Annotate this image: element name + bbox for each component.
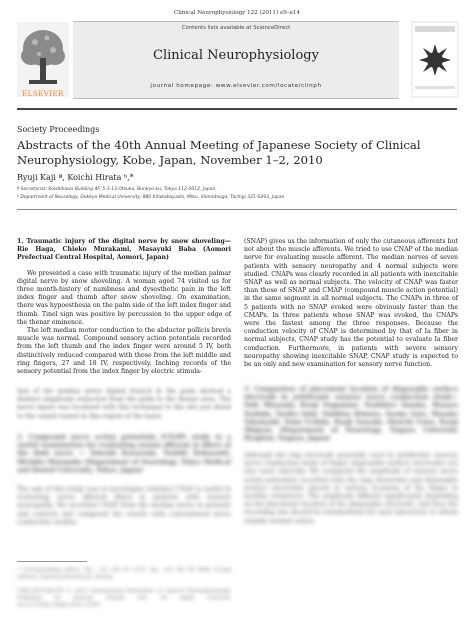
article-authors: Ryuji Kaji ª, Koichi Hirata ᵇ,* [17, 173, 134, 182]
abstract-2-continuation: (SNAP) gives us the information of only the cutaneous afferents but not about the muscle afferents. We tried to use CNAP of the median nerve for evaluating muscle afferent. The median nerves of seven patients with sensory neuropathy and 4 normal subjects were studied. CNAPs was clearly recorded in all patients with inexcitable SNAP as well as normal subjects. The velocity of CNAP was faster than those of SNAP and CMAP (compound muscle action potential) in the same segment in all normal subjects. The CNAPs in three of 5 patients with no SNAP evoked were obviously faster than the CMAPs. In three patients whose SNAP was evoked, the CNAPs were the fastest among the three responses. Because the conduction velocity of CNAP is determined by that of Ia fiber in normal subjects, CNAP study has the potential to evaluate Ia fiber conduction. Furthermore, in patients with severe sensory neuropathy showing inexcitable SNAP, CNAP study is expected to be an only and new examination for sensory nerve function. [244, 238, 458, 369]
header-divider [17, 108, 457, 110]
abstract-1-paragraph-2: The left median motor conduction to the abductor pollicis brevis muscle was normal. Compound sensory action potentials recorded from the left thumb and the index finger were around 5 IV, both distinctively reduced compared with those from the left middle and ring fingers, 27 and 18 IV, respectively. Inching records of the sensory potential from the index finger by electric stimula- [17, 327, 231, 376]
article-title: Abstracts of the 40th Annual Meeting of Japanese Society of Clinical Neurophysiology, Kobe, Japan, November 1–2, 2010 [17, 138, 421, 167]
elsevier-tree-logo-icon [17, 22, 69, 97]
footnote-rule [17, 561, 87, 562]
section-label: Society Proceedings [17, 125, 100, 134]
abstract-3-body-blurred: Although the ring electrode generally used in antidromic sensory nerve conduction study of finger, disposable surface electrodes are also used clinically. We compared the amplitude of sensory nerve action potentials recorded with the ring electrodes and disposable surface electrodes placed at various locations of the finger in healthy volunteers. The amplitude differed significantly depending on the placement location of the disposable electrode, and thus the recording site should be standardized for each laboratory to obtain reliable normal values. [244, 452, 458, 525]
meta-divider [17, 209, 457, 210]
right-column [244, 238, 458, 369]
abstract-2-heading-blurred: 2. Compound nerve action potentials (CNAP) study in a useful examination for evaluating axonal afferent in fibers of the limb nerve — Takeshi Kawarada, Toshiki Kobayashi, Michiko Watanabe (Department of Neurology, Tokyo Medical and Dental University, Tokyo, Japan) [17, 434, 231, 474]
abstract-1-heading: 1. Traumatic injury of the digital nerve by snow shoveling—Rie Haga, Chieko Murakami, Masayuki Baba (Aomori Prefectual Central Hospital, Aomori, Japan) [17, 238, 231, 262]
affiliation-b: ᵇ Department of Neurology, Dokkyo Medical University, 880 Kitakobayashi, Mibu, Shimotsuga, Tochigi 321-0293, Japan [17, 195, 285, 200]
publisher-name: ELSEVIER [22, 90, 64, 98]
journal-cover-image [412, 22, 458, 97]
left-column [17, 238, 231, 376]
affiliation-a: ª Secretariat: Koishikawa Building 4F, 5-3-13 Otsuka, Bunkyo-ku, Tokyo 112-0012, Japan, [17, 187, 217, 192]
abstract-3-heading-blurred: 3. Comparison of placement location of disposable surface electrode in antidromic sensory nerve conduction study—Yuki Miyazaki, Kenji Nagamine, Yoshihiro Tanaka, Masaru Yoshida, Yuriko Ishii, Yukihisa Kimura, Naoko Sato, Masako Takahashi, Yumi Uchida, Kenji Sawada, Shuichi Ueno, Kouji Shigeno (Department of Neurology, Nagoya University Hospital, Nagoya, Japan) [244, 386, 458, 443]
contents-available-line: Contents lists available at ScienceDirect [181, 25, 291, 31]
corresponding-author-footnote: * Corresponding author. Tel.: +81 282 87 2151; fax: +81 282 86 5884. E-mail address: [email protected] (K. Hirata). [17, 567, 231, 580]
abstract-1-paragraph-1: We presented a case with traumatic injury of the median palmar digital nerve by snow shoveling. A woman aged 74 visited us for three month-history of numbness and dysesthetic pain in the left index finger and thumb after snow shoveling. On examination, there was hypoesthesia on the palm side of the left index finger and thumb. Tinel sign was positive by percussion to the upper edge of the thenar eminence. [17, 269, 231, 326]
journal-citation-line: Clinical Neurophysiology 122 (2011) e9–e14 [173, 10, 301, 16]
journal-title: Clinical Neurophysiology [153, 48, 319, 63]
journal-homepage-link[interactable]: journal homepage: www.elsevier.com/locate/clinph [150, 83, 322, 89]
abstract-2-body-blurred: The aim of this study was to investigate whether CNAP is useful in evaluating nerve afferent fibers in patients with sensory neuropathy. We recorded CNAP from the median nerve in patients and controls and compared the results with conventional nerve conduction studies. [17, 486, 231, 526]
copyright-line: 1388-2457/$36.00 © 2010 International Federation of Clinical Neurophysiology. Published by Elsevier Ireland Ltd. All rights reserved. doi:10.1016/j.clinph.2010.10.001 [17, 588, 231, 608]
abstract-1-continuation-blurred: tion of the median nerve digital branch in the palm showed a distinct amplitude reduction from the palm to the thenar area. The nerve injury was localized with this technique to the site just distal to the carpal tunnel in this region of the hand. [17, 388, 231, 420]
